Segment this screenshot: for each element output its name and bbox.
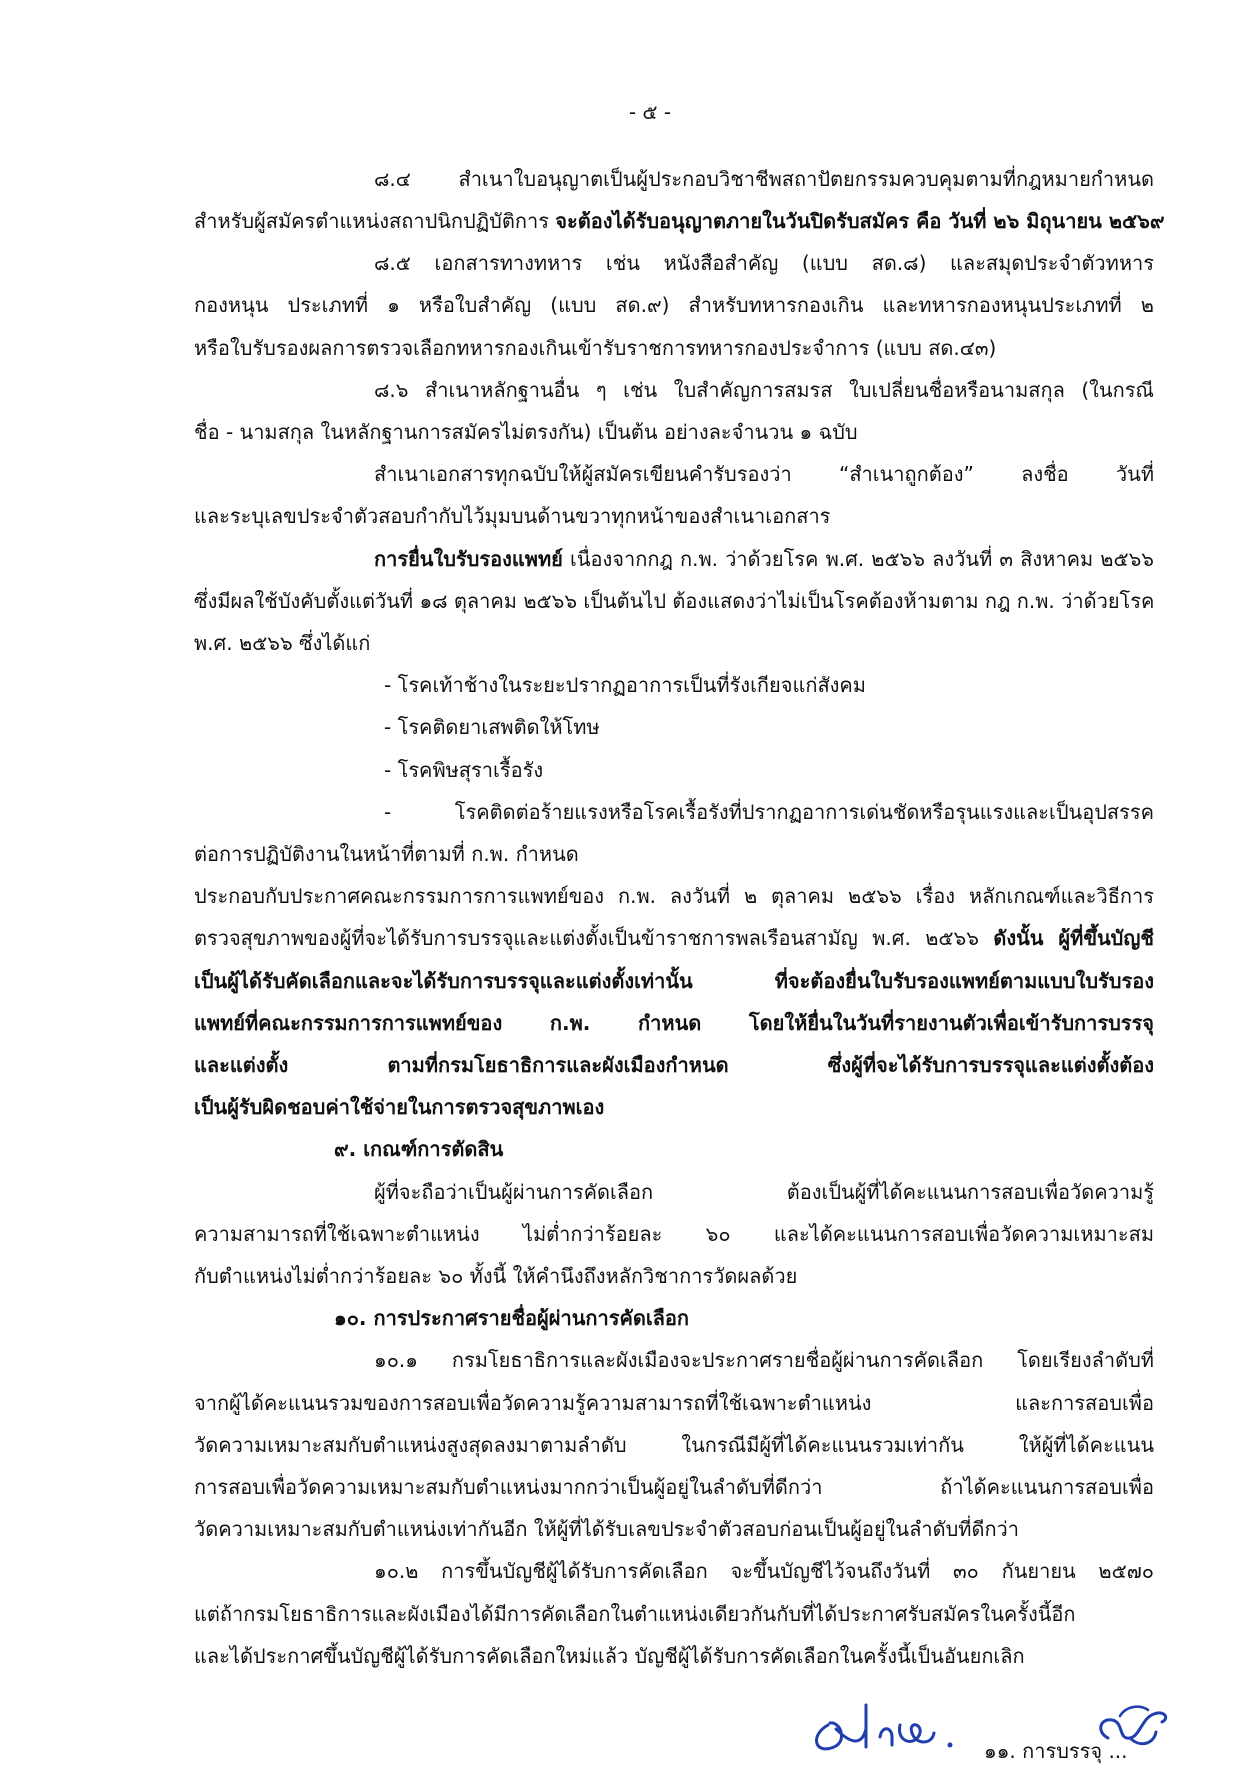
para-8-5-line-3: หรือใบรับรองผลการตรวจเลือกทหารกองเกินเข้ารับราชการทหารกองประจำการ (แบบ สด.๔๓) bbox=[194, 336, 997, 360]
medical-board-line-2 bbox=[194, 920, 1154, 956]
medical-board-line-1: ประกอบกับประกาศคณะกรรมการการแพทย์ของ ก.พ. ลงวันที่ ๒ ตุลาคม ๒๕๖๖ เรื่อง หลักเกณฑ์และวิธีการ bbox=[194, 884, 1154, 908]
para-8-5-line-2: กองหนุน ประเภทที่ ๑ หรือใบสำคัญ (แบบ สด.๙) สำหรับทหารกองเกิน และทหารกองหนุนประเภทที่ ๒ bbox=[194, 293, 1154, 317]
medical-board-line-4: แพทย์ที่คณะกรรมการการแพทย์ของ ก.พ. กำหนด โดยให้ยื่นในวันที่รายงานตัวเพื่อเข้ารับการบรรจุ bbox=[194, 1011, 1154, 1035]
page-number: - ๕ - bbox=[628, 100, 672, 124]
section-10-1-line-3: วัดความเหมาะสมกับตำแหน่งสูงสุดลงมาตามลำดับ ในกรณีมีผู้ที่ได้คะแนนรวมเท่ากัน ให้ผู้ที่ได้คะแนน bbox=[194, 1433, 1154, 1457]
disease-item-2: - โรคติดยาเสพติดให้โทษ bbox=[384, 715, 600, 739]
next-page-reference: ๑๑. การบรรจุ ... bbox=[984, 1739, 1128, 1763]
section-10-heading: ๑๐. การประกาศรายชื่อผู้ผ่านการคัดเลือก bbox=[334, 1306, 690, 1330]
section-10-1-line-2: จากผู้ได้คะแนนรวมของการสอบเพื่อวัดความรู้ความสามารถที่ใช้เฉพาะตำแหน่ง และการสอบเพื่อ bbox=[194, 1391, 1154, 1415]
section-10-1-line-1: ๑๐.๑ กรมโยธาธิการและผังเมืองจะประกาศรายชื่อผู้ผ่านการคัดเลือก โดยเรียงลำดับที่ bbox=[374, 1348, 1154, 1372]
para-8-4-line-2 bbox=[194, 203, 1165, 239]
para-8-4-deadline: จะต้องได้รับอนุญาตภายในวันปิดรับสมัคร คือ วันที่ ๒๖ มิถุนายน ๒๕๖๙ bbox=[555, 209, 1165, 233]
medical-board-line-3: เป็นผู้ได้รับคัดเลือกและจะได้รับการบรรจุและแต่งตั้งเท่านั้น ที่จะต้องยื่นใบรับรองแพทย์ตามแบบใบรับรอง bbox=[194, 969, 1154, 993]
medical-intro-line-1 bbox=[374, 541, 1154, 577]
disease-item-1: - โรคเท้าช้างในระยะปรากฏอาการเป็นที่รังเกียจแก่สังคม bbox=[384, 673, 866, 697]
medical-intro-line-3: พ.ศ. ๒๕๖๖ ซึ่งได้แก่ bbox=[194, 631, 371, 655]
copy-certify-line-1: สำเนาเอกสารทุกฉบับให้ผู้สมัครเขียนคำรับรองว่า “สำเนาถูกต้อง” ลงชื่อ วันที่ bbox=[374, 462, 1154, 486]
para-8-5-line-1: ๘.๕ เอกสารทางทหาร เช่น หนังสือสำคัญ (แบบ สด.๘) และสมุดประจำตัวทหาร bbox=[374, 251, 1154, 275]
medical-intro-text: เนื่องจากกฎ ก.พ. ว่าด้วยโรค พ.ศ. ๒๕๖๖ ลงวันที่ ๓ สิงหาคม ๒๕๖๖ bbox=[562, 547, 1154, 571]
section-9-heading: ๙. เกณฑ์การตัดสิน bbox=[334, 1137, 504, 1161]
section-9-line-1: ผู้ที่จะถือว่าเป็นผู้ผ่านการคัดเลือก ต้องเป็นผู้ที่ได้คะแนนการสอบเพื่อวัดความรู้ bbox=[374, 1180, 1154, 1204]
medical-intro-line-2: ซึ่งมีผลใช้บังคับตั้งแต่วันที่ ๑๘ ตุลาคม ๒๕๖๖ เป็นต้นไป ต้องแสดงว่าไม่เป็นโรคต้องห้ามตาม กฎ ก.พ. ว่าด้วยโรค bbox=[194, 589, 1155, 613]
section-10-2-line-3: และได้ประกาศขึ้นบัญชีผู้ได้รับการคัดเลือกใหม่แล้ว บัญชีผู้ได้รับการคัดเลือกในครั้งนี้เป็นอันยกเลิก bbox=[194, 1644, 1025, 1668]
disease-item-3: - โรคพิษสุราเรื้อรัง bbox=[384, 758, 544, 782]
para-8-4-text: สำหรับผู้สมัครตำแหน่งสถาปนิกปฏิบัติการ bbox=[194, 209, 556, 233]
section-10-1-line-5: วัดความเหมาะสมกับตำแหน่งเท่ากันอีก ให้ผู้ที่ได้รับเลขประจำตัวสอบก่อนเป็นผู้อยู่ในลำดับที่ดีกว่า bbox=[194, 1517, 1020, 1541]
signature-initials-1 bbox=[800, 1685, 980, 1765]
section-10-2-line-1: ๑๐.๒ การขึ้นบัญชีผู้ได้รับการคัดเลือก จะขึ้นบัญชีไว้จนถึงวันที่ ๓๐ กันยายน ๒๕๗๐ bbox=[374, 1559, 1154, 1583]
medical-board-line-5: และแต่งตั้ง ตามที่กรมโยธาธิการและผังเมืองกำหนด ซึ่งผู้ที่จะได้รับการบรรจุและแต่งตั้งต้อง bbox=[194, 1053, 1154, 1077]
section-9-line-3: กับตำแหน่งไม่ต่ำกว่าร้อยละ ๖๐ ทั้งนี้ ให้คำนึงถึงหลักวิชาการวัดผลด้วย bbox=[194, 1264, 798, 1288]
section-10-1-line-4: การสอบเพื่อวัดความเหมาะสมกับตำแหน่งมากกว่าเป็นผู้อยู่ในลำดับที่ดีกว่า ถ้าได้คะแนนการสอบเพื่อ bbox=[194, 1475, 1154, 1499]
section-10-2-line-2: แต่ถ้ากรมโยธาธิการและผังเมืองได้มีการคัดเลือกในตำแหน่งเดียวกันกับที่ได้ประกาศรับสมัครในครั้งนี้อีก bbox=[194, 1602, 1076, 1626]
medical-board-line-6: เป็นผู้รับผิดชอบค่าใช้จ่ายในการตรวจสุขภาพเอง bbox=[194, 1095, 605, 1119]
copy-certify-line-2: และระบุเลขประจำตัวสอบกำกับไว้มุมบนด้านขวาทุกหน้าของสำเนาเอกสาร bbox=[194, 504, 831, 528]
para-8-6-line-2: ชื่อ - นามสกุล ในหลักฐานการสมัครไม่ตรงกัน) เป็นต้น อย่างละจำนวน ๑ ฉบับ bbox=[194, 420, 858, 444]
disease-item-4: - โรคติดต่อร้ายแรงหรือโรคเรื้อรังที่ปรากฏอาการเด่นชัดหรือรุนแรงและเป็นอุปสรรค bbox=[384, 800, 1154, 824]
medical-board-emphasis: ดังนั้น ผู้ที่ขึ้นบัญชี bbox=[993, 926, 1154, 950]
medical-heading: การยื่นใบรับรองแพทย์ bbox=[374, 547, 563, 571]
para-8-4-line-1: ๘.๔ สำเนาใบอนุญาตเป็นผู้ประกอบวิชาชีพสถาปัตยกรรมควบคุมตามที่กฎหมายกำหนด bbox=[374, 167, 1154, 191]
medical-board-text: ตรวจสุขภาพของผู้ที่จะได้รับการบรรจุและแต่งตั้งเป็นข้าราชการพลเรือนสามัญ พ.ศ. ๒๕๖๖ bbox=[194, 926, 994, 950]
disease-item-4-cont: ต่อการปฏิบัติงานในหน้าที่ตามที่ ก.พ. กำหนด bbox=[194, 842, 579, 866]
para-8-6-line-1: ๘.๖ สำเนาหลักฐานอื่น ๆ เช่น ใบสำคัญการสมรส ใบเปลี่ยนชื่อหรือนามสกุล (ในกรณี bbox=[374, 378, 1154, 402]
section-9-line-2: ความสามารถที่ใช้เฉพาะตำแหน่ง ไม่ต่ำกว่าร้อยละ ๖๐ และได้คะแนนการสอบเพื่อวัดความเหมาะสม bbox=[194, 1222, 1154, 1246]
